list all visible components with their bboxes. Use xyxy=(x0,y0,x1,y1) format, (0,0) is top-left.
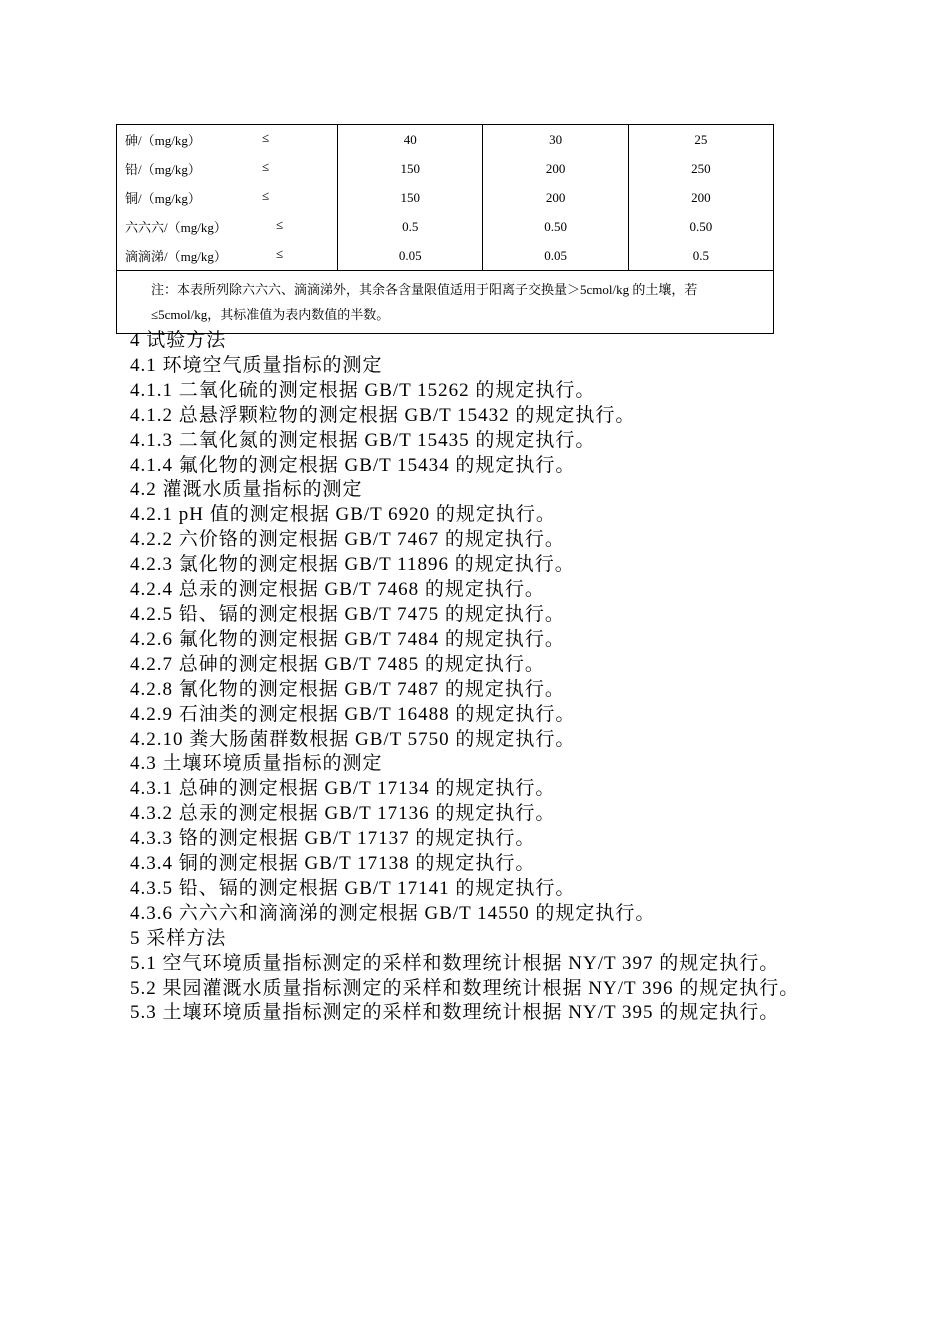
table-row xyxy=(117,241,774,271)
section-item: 4.2.10 粪大肠菌群数根据 GB/T 5750 的规定执行。 xyxy=(130,728,576,750)
table-row xyxy=(117,212,774,241)
item-cell: 铅/（mg/kg） ≤ xyxy=(117,154,338,183)
section-item: 4.3.5 铅、镉的测定根据 GB/T 17141 的规定执行。 xyxy=(130,877,576,899)
section-item: 4.2.9 石油类的测定根据 GB/T 16488 的规定执行。 xyxy=(130,703,576,725)
section-item: 4.1 环境空气质量指标的测定 xyxy=(130,354,383,376)
value-cell: 200 xyxy=(691,189,711,205)
section-heading: 4 试验方法 xyxy=(130,330,227,351)
value-cell: 200 xyxy=(483,154,628,183)
value-cell: 0.5 xyxy=(338,212,483,241)
section-item: 4.2.8 氰化物的测定根据 GB/T 7487 的规定执行。 xyxy=(130,678,565,700)
section-item: 4.3 土壤环境质量指标的测定 xyxy=(130,753,383,775)
section-paragraph: 5.3 土壤环境质量指标测定的采样和数理统计根据 NY/T 395 的规定执行。 xyxy=(130,1002,780,1024)
item-cell: 滴滴涕/（mg/kg） ≤ xyxy=(117,241,338,271)
section-item: 4.1.1 二氧化硫的测定根据 GB/T 15262 的规定执行。 xyxy=(130,379,596,401)
value-cell: 200 xyxy=(483,183,628,212)
table-note-row xyxy=(117,271,774,334)
section-item: 4.2.2 六价铬的测定根据 GB/T 7467 的规定执行。 xyxy=(130,529,565,551)
value-cell: 0.50 xyxy=(483,212,628,241)
section-item: 4.1.2 总悬浮颗粒物的测定根据 GB/T 15432 的规定执行。 xyxy=(130,404,636,426)
value-cell: 40 xyxy=(338,125,483,155)
table-note: 注：本表所列除六六六、滴滴涕外，其余各含量限值适用于阳离子交换量＞5cmol/kg 的土壤，若≤5cmol/kg，其标准值为表内数值的半数。 xyxy=(117,271,774,334)
value-cell: 0.5 xyxy=(692,247,709,263)
value-cell: 25 xyxy=(694,131,708,147)
value-cell: 0.05 xyxy=(338,241,483,271)
section-paragraph: 5.1 空气环境质量指标测定的采样和数理统计根据 NY/T 397 的规定执行。 xyxy=(130,952,780,974)
table-row xyxy=(117,125,774,155)
section-item: 4.3.4 铜的测定根据 GB/T 17138 的规定执行。 xyxy=(130,853,536,875)
value-cell: 0.05 xyxy=(483,241,628,271)
item-cell: 铜/（mg/kg） ≤ xyxy=(117,183,338,212)
value-cell: 250 xyxy=(691,160,711,176)
section-item: 4.3.2 总汞的测定根据 GB/T 17136 的规定执行。 xyxy=(130,803,556,825)
value-cell: 0.50 xyxy=(689,218,713,234)
table-row xyxy=(117,154,774,183)
section-item: 4.2.1 pH 值的测定根据 GB/T 6920 的规定执行。 xyxy=(130,504,556,526)
value-cell: 150 xyxy=(338,183,483,212)
section-item: 4.3.1 总砷的测定根据 GB/T 17134 的规定执行。 xyxy=(130,778,556,800)
section-item: 4.1.4 氟化物的测定根据 GB/T 15434 的规定执行。 xyxy=(130,454,576,476)
section-item: 4.2.3 氯化物的测定根据 GB/T 11896 的规定执行。 xyxy=(130,554,575,576)
item-cell: 六六六/（mg/kg） ≤ xyxy=(117,212,338,241)
section-heading: 5 采样方法 xyxy=(130,927,227,949)
section-item: 4.3.3 铬的测定根据 GB/T 17137 的规定执行。 xyxy=(130,828,536,850)
table-row xyxy=(117,183,774,212)
value-cell: 30 xyxy=(483,125,628,155)
section-item: 4.2.7 总砷的测定根据 GB/T 7485 的规定执行。 xyxy=(130,653,545,675)
document-body xyxy=(116,329,836,1026)
section-item: 4.3.6 六六六和滴滴涕的测定根据 GB/T 14550 的规定执行。 xyxy=(130,902,656,924)
section-item: 4.2 灌溉水质量指标的测定 xyxy=(130,479,363,501)
soil-limits-table xyxy=(116,124,774,334)
value-cell: 150 xyxy=(338,154,483,183)
section-item: 4.1.3 二氧化氮的测定根据 GB/T 15435 的规定执行。 xyxy=(130,429,596,451)
section-item: 4.2.4 总汞的测定根据 GB/T 7468 的规定执行。 xyxy=(130,579,545,601)
section-item: 4.2.5 铅、镉的测定根据 GB/T 7475 的规定执行。 xyxy=(130,603,565,625)
section-item: 4.2.6 氟化物的测定根据 GB/T 7484 的规定执行。 xyxy=(130,628,565,650)
section-paragraph: 5.2 果园灌溉水质量指标测定的采样和数理统计根据 NY/T 396 的规定执行。 xyxy=(130,977,800,999)
item-cell: 砷/（mg/kg） ≤ xyxy=(117,125,338,155)
